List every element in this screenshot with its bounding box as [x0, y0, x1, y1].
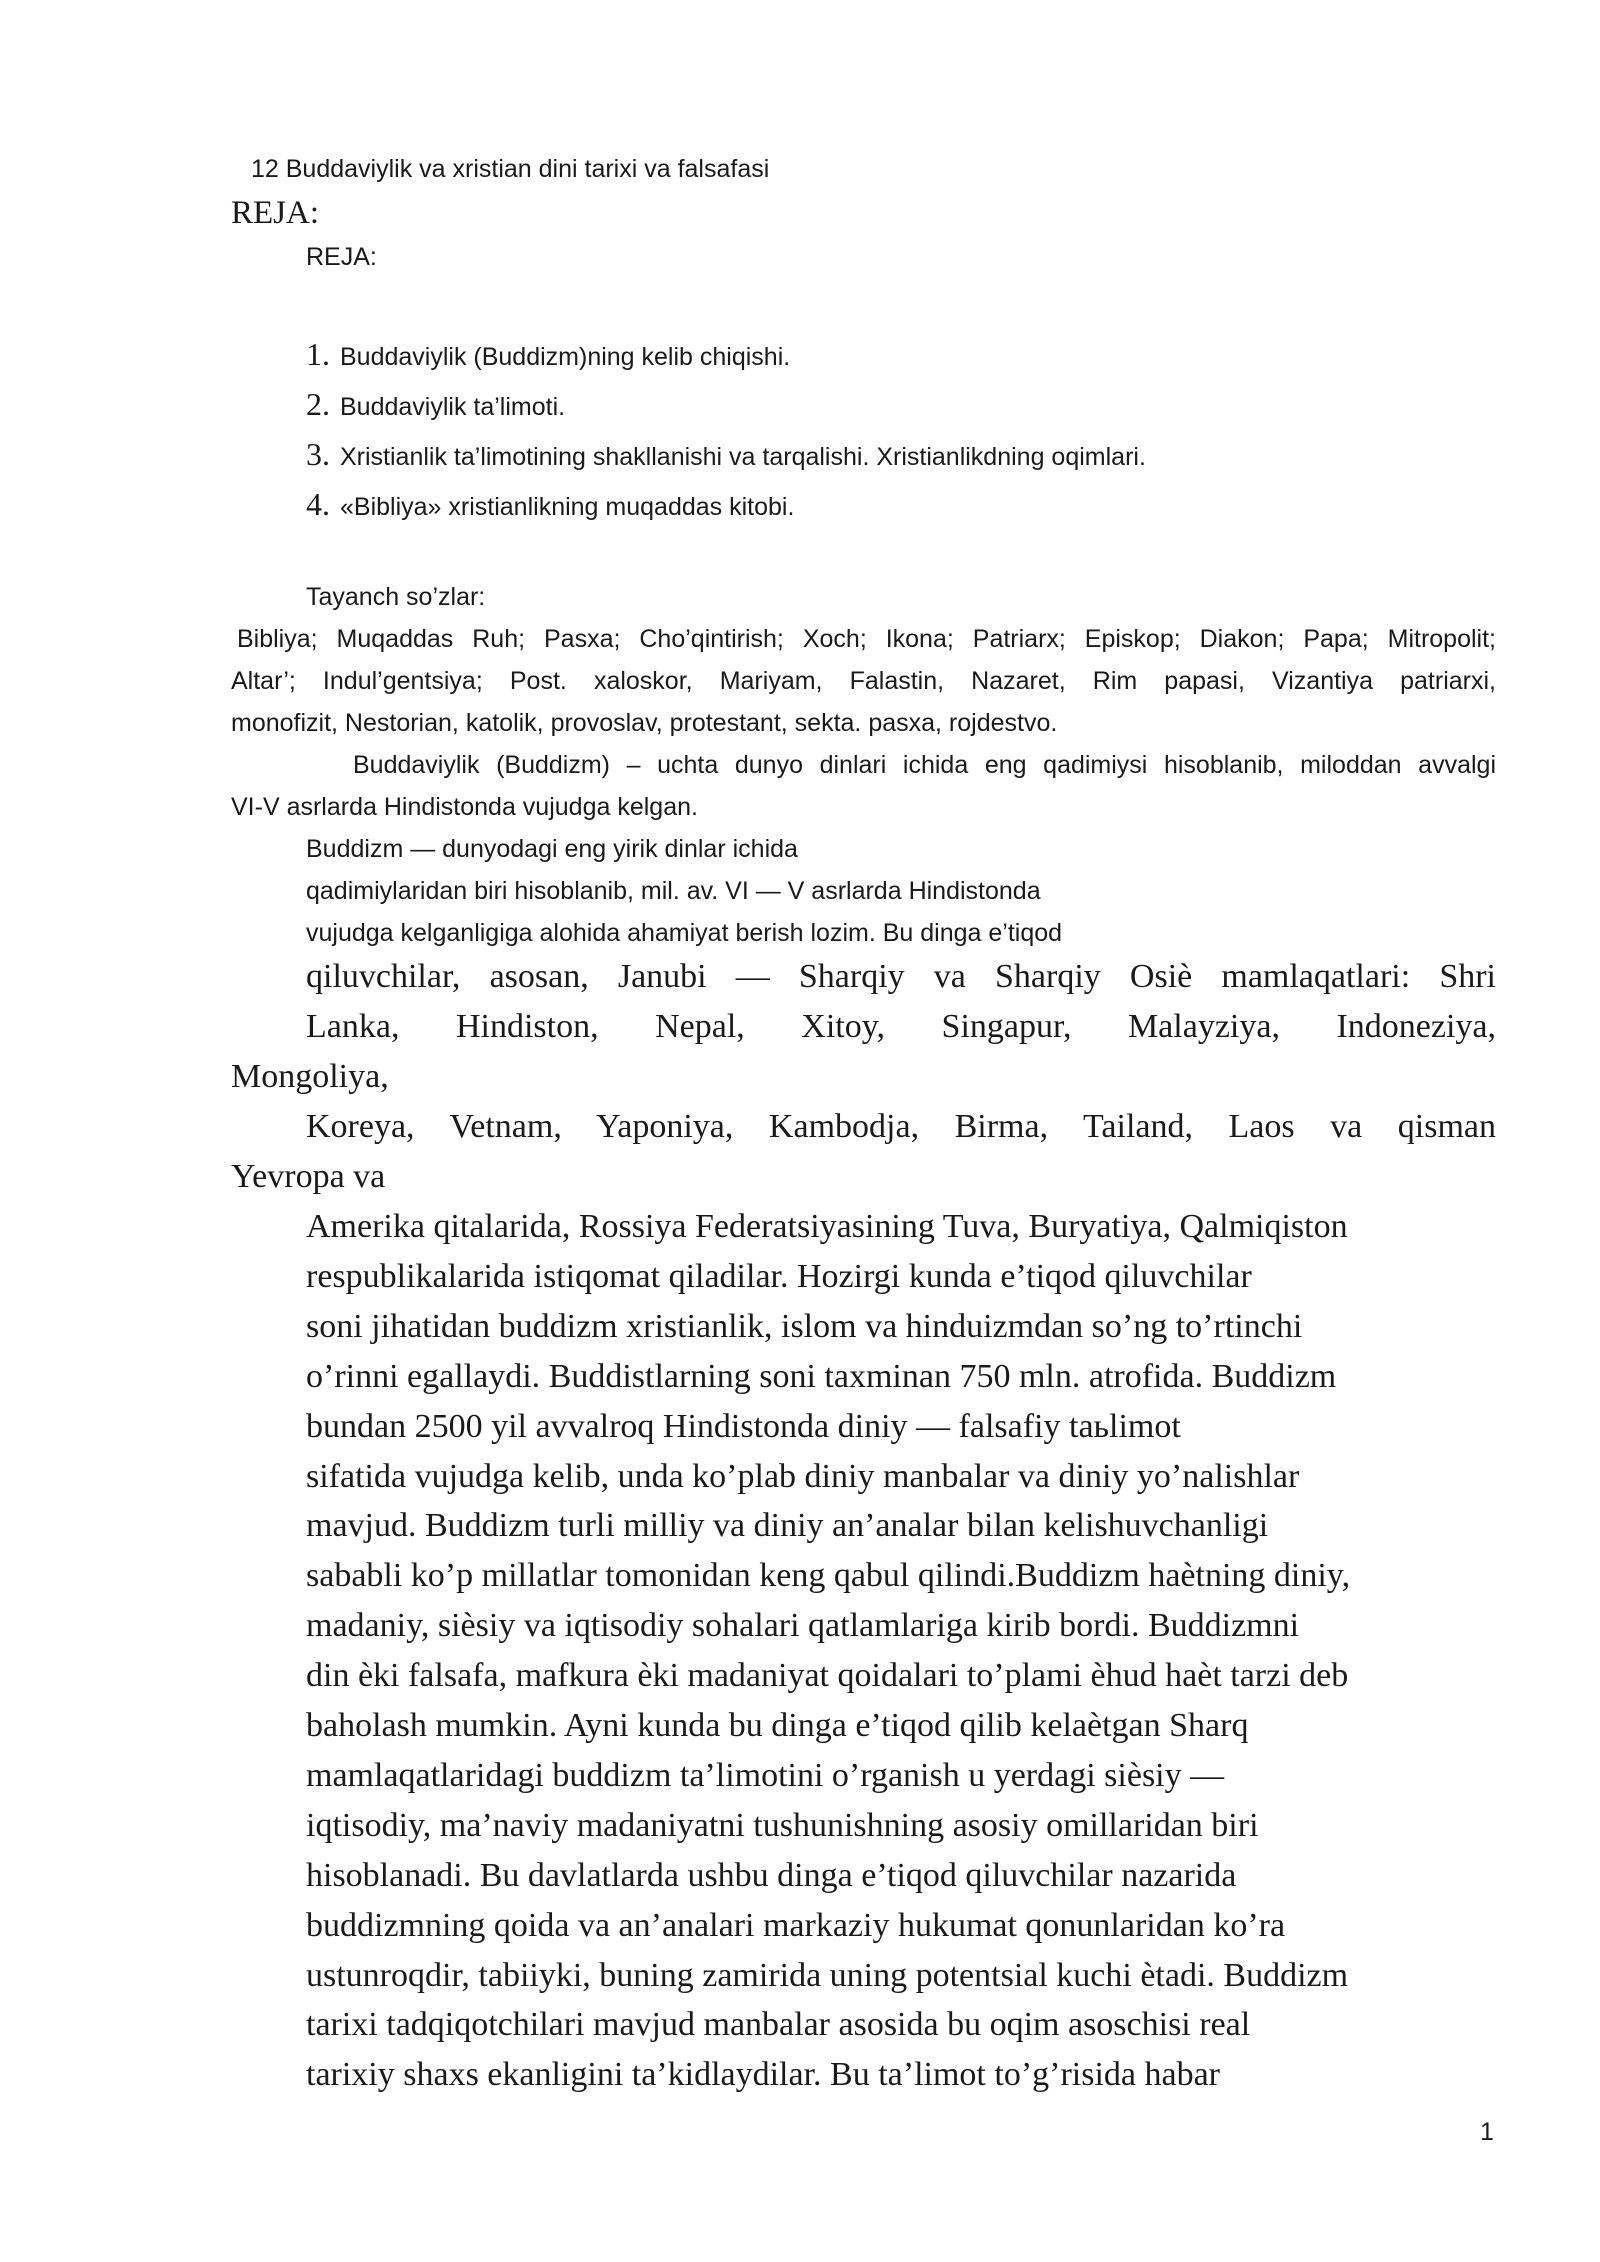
paragraph-line: sababli ko’p millatlar tomonidan keng qabul qilindi.Buddizm haètning diniy, — [306, 1557, 1351, 1595]
paragraph-line: Buddizm — dunyodagi eng yirik dinlar ichida — [306, 835, 798, 863]
plan-item — [306, 486, 794, 523]
paragraph-line: o’rinni egallaydi. Buddistlarning soni taxminan 750 mln. atrofida. Buddizm — [306, 1357, 1337, 1395]
paragraph-line: Koreya, Vetnam, Yaponiya, Kambodja, Birma, Tailand, Laos va qisman — [306, 1108, 1496, 1145]
paragraph-line: qiluvchilar, asosan, Janubi — Sharqiy va Sharqiy Osiè mamlaqatlari: Shri — [306, 958, 1496, 995]
paragraph-line: bundan 2500 yil avvalroq Hindistonda diniy — falsafiy taьlimot — [306, 1407, 1181, 1445]
keywords-line: Bibliya; Muqaddas Ruh; Pasxa; Cho’qintirish; Xoch; Ikona; Patriarx; Episkop; Diakon; Papa; Mitropolit; — [237, 625, 1496, 653]
paragraph-line: qadimiylaridan biri hisoblanib, mil. av. VI — V asrlarda Hindistonda — [306, 877, 1041, 905]
paragraph-line: tarixi tadqiqotchilari mavjud manbalar asosida bu oqim asoschisi real — [306, 2006, 1251, 2044]
keywords-line: Altar’; Indul’gentsiya; Post. xaloskor, Mariyam, Falastin, Nazaret, Rim papasi, Vizantiya patriarxi, — [231, 667, 1496, 695]
paragraph-line: madaniy, sièsiy va iqtisodiy sohalari qatlamlariga kirib bordi. Buddizmni — [306, 1607, 1300, 1645]
intro-line: Buddaviylik (Buddizm) – uchta dunyo dinlari ichida eng qadimiysi hisoblanib, miloddan avvalgi — [353, 751, 1496, 779]
plan-item-number: 1. — [306, 336, 330, 372]
plan-item-text: Buddaviylik ta’limoti. — [340, 393, 566, 421]
paragraph-line: buddizmning qoida va an’analari markaziy hukumat qonunlaridan ko’ra — [306, 1906, 1286, 1944]
reja-heading-serif: REJA: — [231, 195, 320, 231]
paragraph-line: Lanka, Hindiston, Nepal, Xitoy, Singapur, Malayziya, Indoneziya, — [306, 1008, 1496, 1045]
reja-heading: REJA: — [306, 243, 377, 271]
plan-item — [306, 436, 1146, 473]
paragraph-line: mamlaqatlaridagi buddizm ta’limotini o’rganish u yerdagi sièsiy — — [306, 1756, 1225, 1794]
paragraph-line: Mongoliya, — [231, 1058, 389, 1095]
paragraph-line: mavjud. Buddizm turli milliy va diniy an’analar bilan kelishuvchanligi — [306, 1507, 1269, 1545]
paragraph-line: baholash mumkin. Ayni kunda bu dinga e’tiqod qilib kelaètgan Sharq — [306, 1707, 1249, 1744]
plan-item-number: 4. — [306, 486, 330, 522]
plan-item-text: Xristianlik ta’limotining shakllanishi va tarqalishi. Xristianlikdning oqimlari. — [340, 443, 1146, 471]
page-number: 1 — [1480, 2118, 1494, 2146]
plan-item — [306, 336, 790, 373]
plan-item — [306, 386, 565, 423]
plan-item-number: 3. — [306, 436, 330, 472]
plan-item-text: Buddaviylik (Buddizm)ning kelib chiqishi. — [340, 343, 791, 371]
paragraph-line: ustunroqdir, tabiiyki, buning zamirida uning potentsial kuchi ètadi. Buddizm — [306, 1956, 1349, 1994]
paragraph-line: Amerika qitalarida, Rossiya Federatsiyasining Tuva, Buryatiya, Qalmiqiston — [306, 1208, 1348, 1245]
plan-item-number: 2. — [306, 386, 330, 422]
intro-line: VI-V asrlarda Hindistonda vujudga kelgan. — [231, 793, 698, 821]
plan-item-text: «Bibliya» xristianlikning muqaddas kitobi. — [340, 493, 795, 521]
paragraph-line: tarixiy shaxs ekanligini ta’kidlaydilar. Bu ta’limot to’g’risida habar — [306, 2056, 1220, 2094]
paragraph-line: respublikalarida istiqomat qiladilar. Hozirgi kunda e’tiqod qiluvchilar — [306, 1257, 1252, 1295]
paragraph-line: vujudga kelganligiga alohida ahamiyat berish lozim. Bu dinga e’tiqod — [306, 919, 1063, 947]
keywords-line: monofizit, Nestorian, katolik, provoslav, protestant, sekta. pasxa, rojdestvo. — [231, 709, 1058, 737]
paragraph-line: soni jihatidan buddizm xristianlik, islom va hinduizmdan so’ng to’rtinchi — [306, 1307, 1303, 1345]
paragraph-line: sifatida vujudga kelib, unda ko’plab diniy manbalar va diniy yo’nalishlar — [306, 1457, 1300, 1495]
paragraph-line: hisoblanadi. Bu davlatlarda ushbu dinga e’tiqod qiluvchilar nazarida — [306, 1856, 1237, 1894]
paragraph-line: iqtisodiy, ma’naviy madaniyatni tushunishning asosiy omillaridan biri — [306, 1806, 1259, 1844]
document-title: 12 Buddaviylik va xristian dini tarixi va falsafasi — [251, 155, 770, 183]
keywords-title: Tayanch so’zlar: — [306, 583, 486, 611]
paragraph-line: Yevropa va — [231, 1158, 386, 1195]
paragraph-line: din èki falsafa, mafkura èki madaniyat qoidalari to’plami èhud haèt tarzi deb — [306, 1657, 1349, 1695]
